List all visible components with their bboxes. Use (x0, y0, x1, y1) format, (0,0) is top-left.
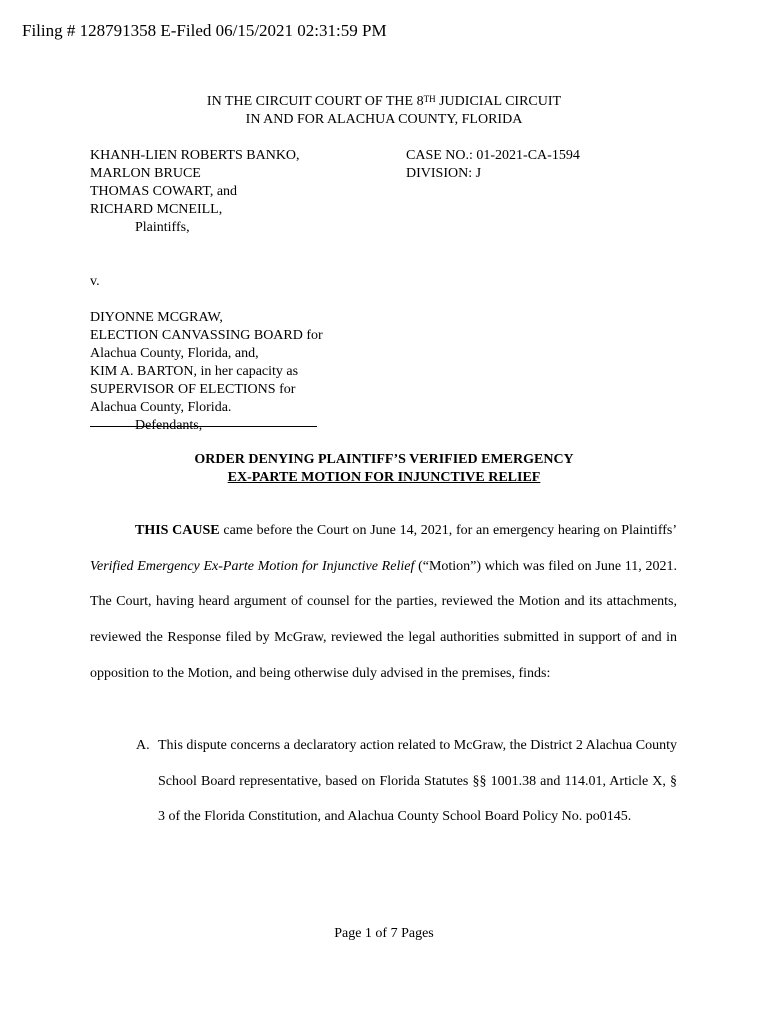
plaintiff-name: MARLON BRUCE (90, 166, 201, 181)
body-paragraph: THIS CAUSE came before the Court on June 14, 2021, for an emergency hearing on Plaintiffs’ Verified Emergency Ex-Parte Motion for Injunctive Relief (“Motion”) which was filed on June 11, 2021. The Court, having heard argument of counsel for the parties, reviewed the Motion and its attachments, reviewed the Response filed by McGraw, reviewed the legal authorities submitted in support of and in opposition to the Motion, and being otherwise duly advised in the premises, finds: (90, 523, 677, 681)
defendant-line: Alachua County, Florida, and, (90, 346, 259, 361)
parties-block (90, 147, 323, 435)
defendant-line: ELECTION CANVASSING BOARD for (90, 328, 323, 343)
this-cause-lead: THIS CAUSE (135, 523, 220, 538)
court-caption (0, 93, 768, 129)
findings-list (136, 728, 677, 835)
plaintiffs-role: Plaintiffs, (135, 220, 190, 235)
caption-rule (90, 426, 317, 427)
division: DIVISION: J (406, 166, 482, 181)
page-footer: Page 1 of 7 Pages (334, 926, 434, 941)
order-title-line-2: EX-PARTE MOTION FOR INJUNCTIVE RELIEF (227, 470, 541, 485)
order-title (0, 451, 768, 487)
order-title-line-1: ORDER DENYING PLAINTIFF’S VERIFIED EMERGENCY (194, 452, 574, 467)
defendant-line: KIM A. BARTON, in her capacity as (90, 364, 299, 379)
court-line-2: IN AND FOR ALACHUA COUNTY, FLORIDA (245, 112, 523, 127)
filing-header: Filing # 128791358 E-Filed 06/15/2021 02:31:59 PM (22, 21, 387, 40)
plaintiff-name: KHANH-LIEN ROBERTS BANKO, (90, 148, 300, 163)
case-info (406, 147, 580, 183)
defendant-line: Alachua County, Florida. (90, 400, 232, 415)
motion-title: Verified Emergency Ex-Parte Motion for Injunctive Relief (90, 558, 415, 574)
list-item-text: This dispute concerns a declaratory action related to McGraw, the District 2 Alachua County School Board representative, based on Florida Statutes §§ 1001.38 and 114.01, Article X, § 3 of the Florida Constitution, and Alachua County School Board Policy No. po0145. (158, 738, 677, 825)
case-number: CASE NO.: 01-2021-CA-1594 (406, 148, 580, 163)
plaintiff-name: THOMAS COWART, and (90, 184, 238, 199)
defendant-line: DIYONNE MCGRAW, (90, 310, 223, 325)
list-marker: A. (136, 738, 150, 753)
court-line-1: IN THE CIRCUIT COURT OF THE 8TH JUDICIAL CIRCUIT (206, 94, 562, 109)
list-item (136, 728, 677, 835)
defendant-line: SUPERVISOR OF ELECTIONS for (90, 382, 296, 397)
plaintiff-name: RICHARD MCNEILL, (90, 202, 223, 217)
defendants-role: Defendants, (135, 418, 203, 433)
versus: v. (90, 274, 100, 289)
